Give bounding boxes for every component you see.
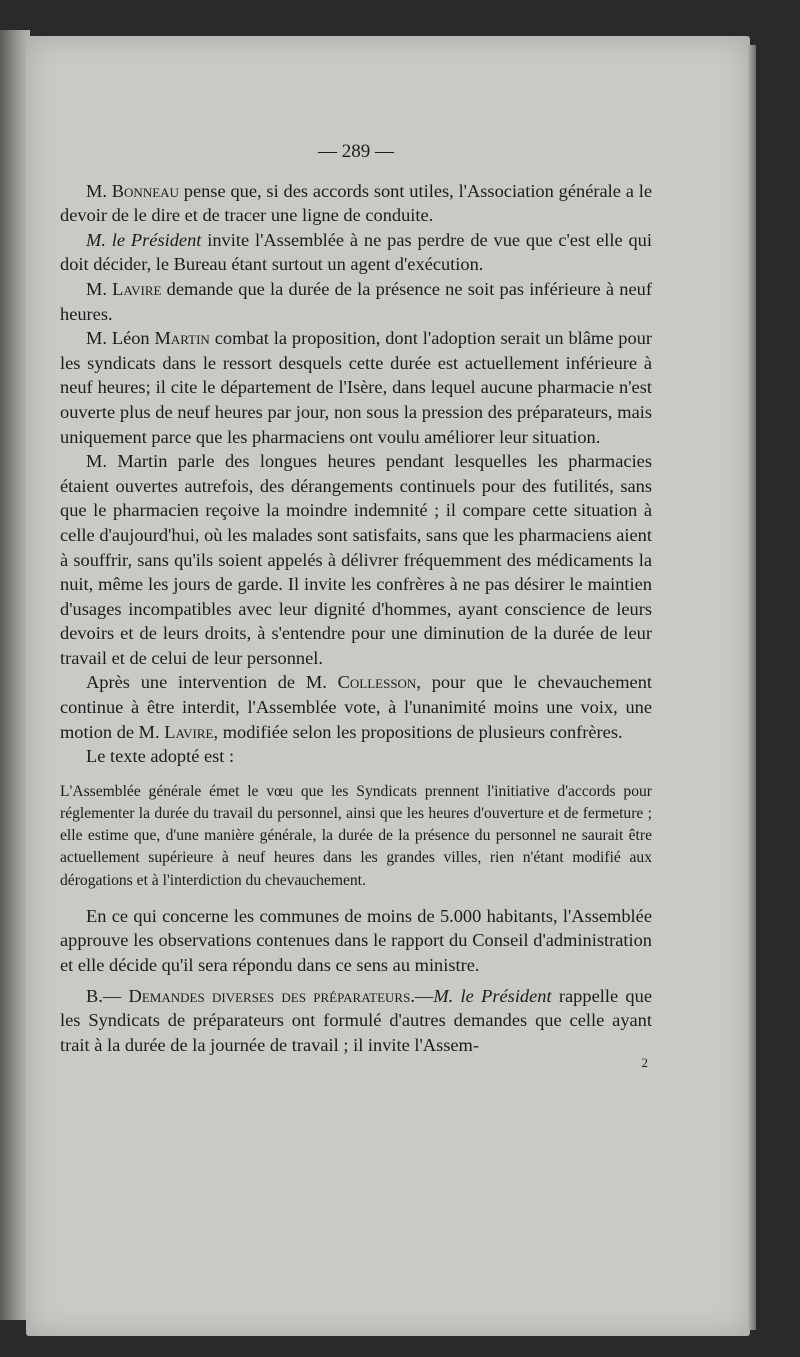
page-number: — 289 — [318,141,394,162]
president-label-2: M. le Président [433,985,552,1006]
name-martin: Martin [154,328,210,349]
page-text [60,141,652,1071]
name-bonneau: Bonneau [111,180,179,201]
paragraph-martin-2: M. Martin parle des longues heures pendant lesquelles les pharmacies étaient ouvertes autrefois, des dérangements continuels pour des futilités, sans que le pharmacien reçoive la moindre indemnité ; il compare cette situation à celle d'aujourd'hui, où les malades sont satisfaits, sans que les pharmaciens aient à souffrir, sans qu'ils soient appelés à délivrer fréquemment des médicaments la nuit, même les jours de garde. Il invite les confrères à ne pas désirer le maintien d'usages incompatibles avec leur dignité d'hommes, ayant conscience de leurs devoirs et de leurs droits, à s'entendre pour une diminution de la durée de leur travail et de celui de leur personnel. [60,451,652,668]
adopted-resolution [60,781,652,892]
section-b-heading: B.— Demandes diverses des préparateurs. [86,985,415,1006]
paragraph-collesson: Après une intervention de M. Collesson, pour que le chevauchement continue à être interdit, l'Assemblée vote, à l'unanimité moins une voix, une motion de M. Lavire, modifiée selon les propositions de plusieurs confrères. [60,672,652,742]
resolution-text: L'Assemblée générale émet le vœu que les Syndicats prennent l'initiative d'accords pour réglementer la durée du travail du personnel, ainsi que les heures d'ouverture et de fermeture ; elle estime que, d'une manière générale, la durée de la présence du personnel ne saurait être actuellement supérieure à neuf heures dans les grandes villes, rien n'étant modifié aux dérogations et à l'interdiction du chevauchement. [60,782,652,889]
paragraph-communes: En ce qui concerne les communes de moins de 5.000 habitants, l'Assemblée approuve les observations contenues dans le rapport du Conseil d'administration et elle décide qu'il sera répondu dans ce sens au ministre. [60,905,652,976]
paragraph-president: M. le Président invite l'Assemblée à ne pas perdre de vue que c'est elle qui doit décider, le Bureau étant surtout un agent d'exécution. [60,229,652,275]
name-collesson: Collesson [337,672,417,693]
name-lavire-2: Lavire [164,721,214,742]
page-edge [748,45,756,1330]
name-lavire: Lavire [112,278,162,299]
paragraph-lavire: M. Lavire demande que la durée de la présence ne soit pas inférieure à neuf heures. [60,278,652,324]
paragraph-bonneau: M. Bonneau pense que, si des accords sont utiles, l'Association générale a le devoir de le dire et de tracer une ligne de conduite. [60,180,652,226]
president-label: M. le Président [86,229,202,250]
paragraph-martin: M. Léon Martin combat la proposition, dont l'adoption serait un blâme pour les syndicats dans le ressort desquels cette durée est actuellement inférieure à neuf heures; il cite le département de l'Isère, dans lequel aucune pharmacie n'est ouverte plus de neuf heures par jour, non sous la pression des préparateurs, mais uniquement parce que les pharmaciens ont voulu améliorer leur situation. [60,328,652,447]
paragraph-texte-adopte: Le texte adopté est : [86,746,235,767]
signature-mark: 2 [641,1055,648,1071]
book-page [26,36,750,1336]
paragraph-section-b: B.— Demandes diverses des préparateurs.—M. le Président rappelle que les Syndicats de préparateurs ont formulé d'autres demandes que celle ayant trait à la durée de la journée de travail ; il invite l'Assem- [60,985,652,1055]
